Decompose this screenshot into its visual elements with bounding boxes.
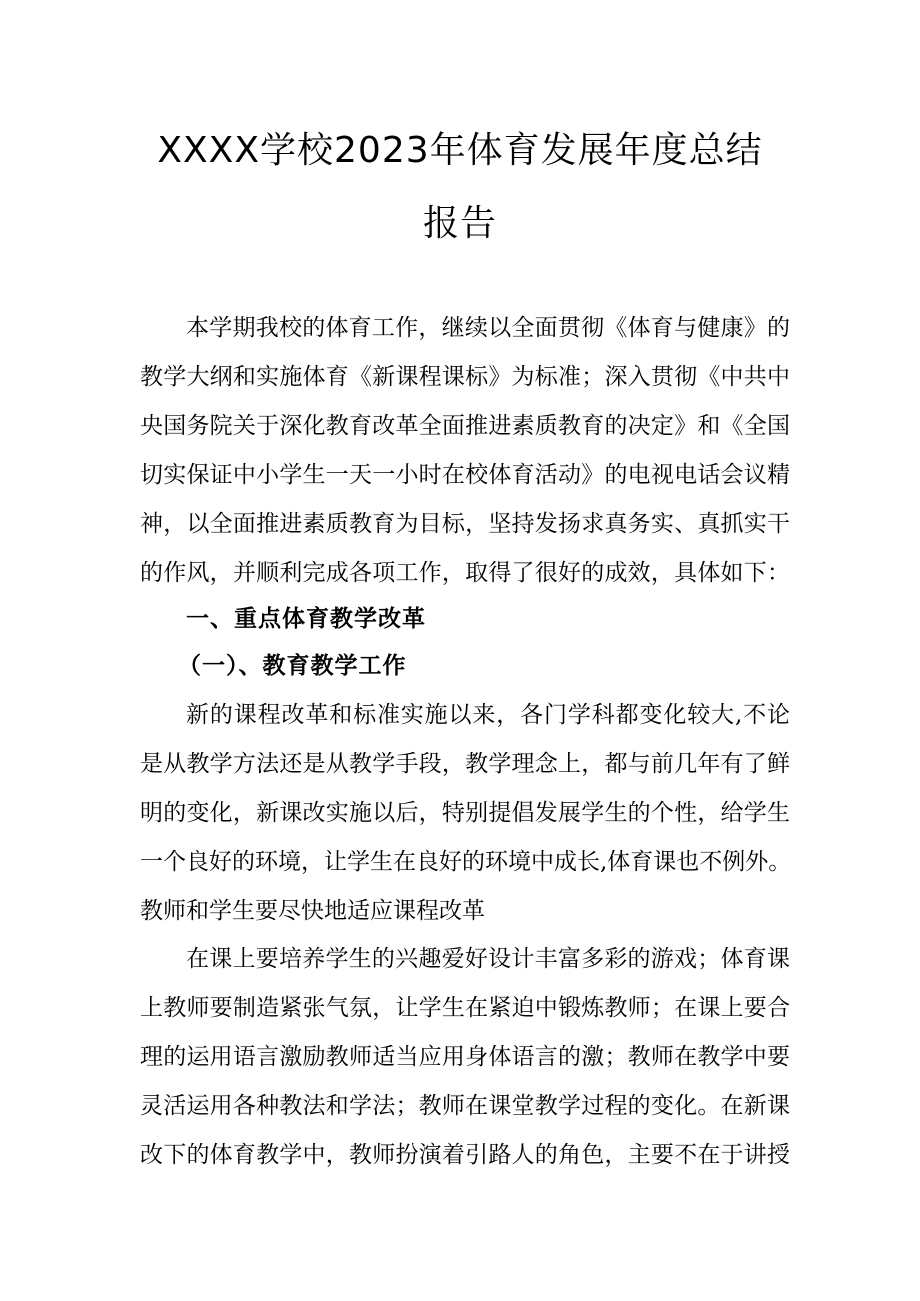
section-heading: 一、重点体育教学改革 [186, 606, 426, 632]
body-line: 教师和学生要尽快地适应课程改革 [140, 898, 485, 924]
body-line: 是从教学方法还是从教学手段，教学理念上，都与前几年有了鲜 [140, 751, 790, 777]
body-line: 灵活运用各种教法和学法；教师在课堂教学过程的变化。在新课 [140, 1093, 790, 1119]
body-line: 明的变化，新课改实施以后，特别提倡发展学生的个性，给学生 [140, 800, 790, 826]
intro-line: 央国务院关于深化教育改革全面推进素质教育的决定》和《全国 [140, 413, 790, 439]
document-title-line-2: 报告 [422, 203, 497, 244]
intro-line: 本学期我校的体育工作，继续以全面贯彻《体育与健康》的 [186, 315, 790, 341]
body-line: 一个良好的环境，让学生在良好的环境中成长,体育课也不例外。 [140, 849, 792, 875]
body-line: 改下的体育教学中，教师扮演着引路人的角色，主要不在于讲授 [140, 1142, 790, 1168]
body-line: 理的运用语言激励教师适当应用身体语言的激；教师在教学中要 [140, 1044, 790, 1070]
intro-line: 教学大纲和实施体育《新课程课标》为标准；深入贯彻《中共中 [140, 364, 790, 390]
document-title-line-1: XXXX学校2023年体育发展年度总结 [157, 130, 763, 171]
intro-line: 切实保证中小学生一天一小时在校体育活动》的电视电话会议精 [140, 462, 790, 488]
body-line: 在课上要培养学生的兴趣爱好设计丰富多彩的游戏；体育课 [186, 946, 790, 972]
subsection-heading: （一）、教育教学工作 [178, 653, 407, 679]
intro-line: 神，以全面推进素质教育为目标，坚持发扬求真务实、真抓实干 [140, 511, 790, 537]
body-line: 新的课程改革和标准实施以来，各门学科都变化较大,不论 [186, 702, 790, 728]
body-line: 上教师要制造紧张气氛，让学生在紧迫中锻炼教师；在课上要合 [140, 995, 790, 1021]
intro-line: 的作风，并顺利完成各项工作，取得了很好的成效，具体如下： [140, 560, 790, 586]
